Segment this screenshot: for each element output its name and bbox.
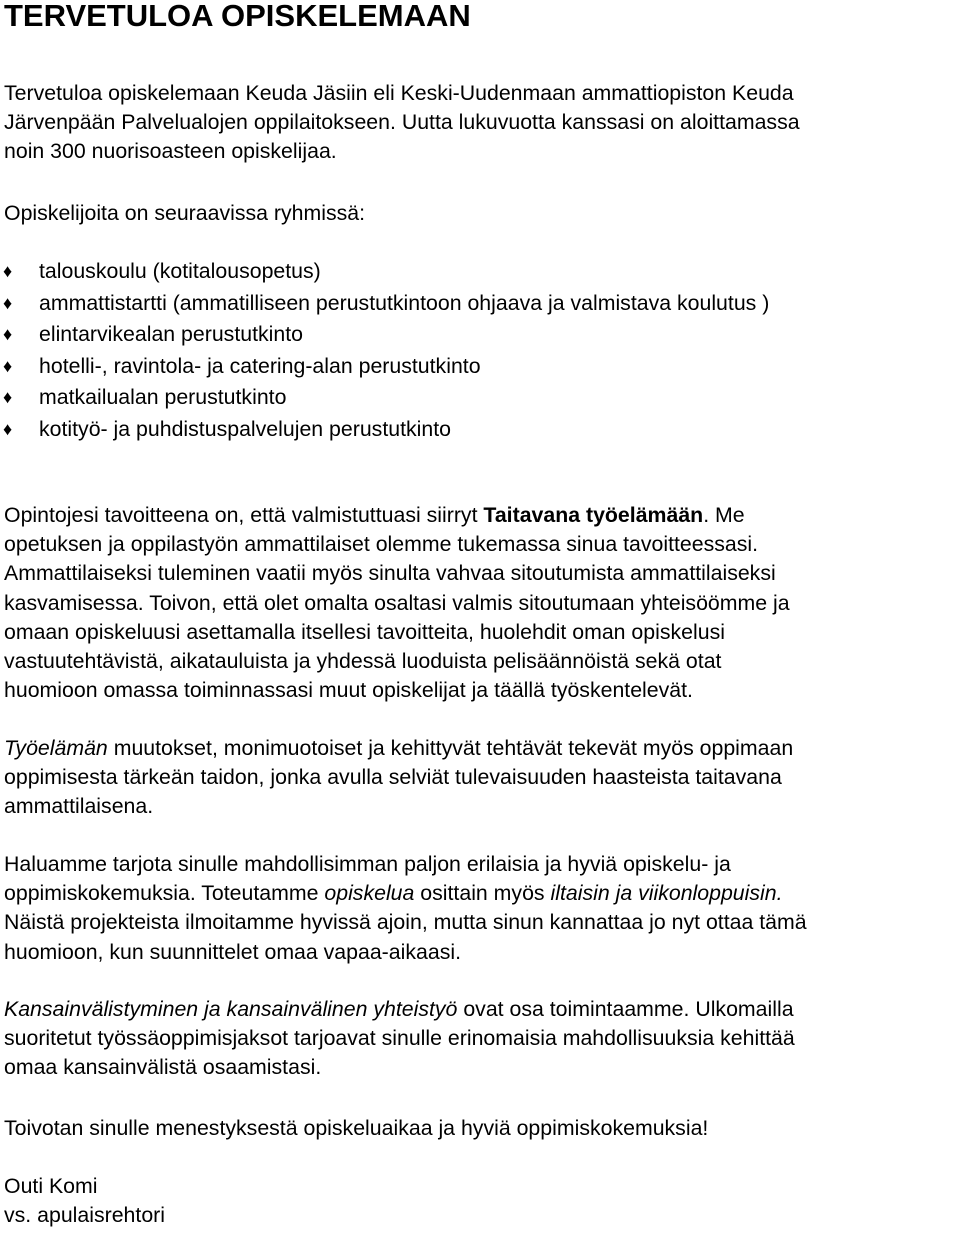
goals-line: omaan opiskeluusi asettamalla itsellesi tavoitteita, huolehdit oman opiskelusi	[4, 619, 725, 644]
list-item-label: ammattistartti (ammatilliseen perustutkintoon ohjaava ja valmistava koulutus )	[39, 290, 770, 315]
international-line: suoritetut työssäoppimisjaksot tarjoavat sinulle erinomaisia mahdollisuuksia kehittää	[4, 1026, 795, 1051]
goals-line: vastuutehtävistä, aikatauluista ja yhdessä luoduista pelisäännöistä sekä otat	[4, 649, 722, 674]
worklife-paragraph	[4, 734, 793, 822]
emphasis-text: iltaisin ja viikonloppuisin.	[550, 881, 783, 906]
intro-line: noin 300 nuorisoasteen opiskelijaa.	[4, 139, 337, 164]
goals-line: kasvamisessa. Toivon, että olet omalta osaltasi valmis sitoutumaan yhteisöömme ja	[4, 590, 790, 615]
worklife-line: ammattilaisena.	[4, 794, 154, 819]
list-item-label: talouskoulu (kotitalousopetus)	[39, 259, 321, 283]
international-paragraph	[4, 995, 795, 1083]
international-text: ovat osa toimintaamme. Ulkomailla	[457, 997, 794, 1021]
offer-line: huomioon, kun suunnittelet omaa vapaa-aikaasi.	[4, 939, 461, 964]
page-title: TERVETULOA OPISKELEMAAN	[4, 0, 471, 33]
offer-text: oppimiskokemuksia. Toteutamme	[4, 881, 325, 906]
signature-role: vs. apulaisrehtori	[4, 1203, 165, 1228]
worklife-text: muutokset, monimuotoiset ja kehittyvät tehtävät tekevät myös oppimaan	[107, 736, 794, 760]
intro-line: Järvenpään Palvelualojen oppilaitokseen. Uutta lukuvuotta kanssasi on aloittamassa	[4, 110, 800, 135]
diamond-bullet-icon: ♦	[3, 292, 13, 313]
goals-text: . Me	[703, 503, 745, 527]
closing-paragraph: Toivotan sinulle menestyksestä opiskeluaikaa ja hyviä oppimiskokemuksia!	[4, 1116, 709, 1140]
goals-text: Opintojesi tavoitteena on, että valmistuttuasi siirryt	[4, 503, 484, 527]
diamond-bullet-icon: ♦	[3, 324, 13, 345]
list-item-label: hotelli-, ravintola- ja catering-alan perustutkinto	[39, 353, 481, 378]
goals-line: huomioon omassa toiminnassasi muut opiskelijat ja täällä työskentelevät.	[4, 678, 693, 703]
offer-line: Haluamme tarjota sinulle mahdollisimman paljon erilaisia ja hyviä opiskelu- ja	[4, 852, 731, 876]
list-item-label: kotityö- ja puhdistuspalvelujen perustutkinto	[39, 416, 451, 441]
offer-text: osittain myös	[414, 881, 551, 906]
emphasis-text: Kansainvälistyminen ja kansainvälinen yhteistyö	[4, 997, 458, 1021]
emphasis-text: Työelämän	[4, 736, 108, 760]
list-item-label: matkailualan perustutkinto	[39, 385, 287, 410]
intro-paragraph	[4, 79, 800, 167]
signature	[4, 1172, 165, 1230]
list-item-label: elintarvikealan perustutkinto	[39, 322, 303, 347]
diamond-bullet-icon: ♦	[3, 387, 13, 408]
goals-paragraph	[4, 501, 790, 705]
international-line: omaa kansainvälistä osaamistasi.	[4, 1055, 322, 1080]
emphasis-text: Taitavana työelämään	[483, 503, 704, 527]
worklife-line	[4, 734, 793, 763]
goals-line	[4, 501, 790, 530]
diamond-bullet-icon: ♦	[3, 418, 13, 439]
emphasis-text: opiskelua	[324, 881, 415, 906]
intro-line: Tervetuloa opiskelemaan Keuda Jäsiin eli Keski-Uudenmaan ammattiopiston Keuda	[4, 81, 794, 105]
diamond-bullet-icon: ♦	[3, 355, 13, 376]
worklife-line: oppimisesta tärkeän taidon, jonka avulla selviät tulevaisuuden haasteista taitavana	[4, 765, 782, 790]
goals-line: Ammattilaiseksi tuleminen vaatii myös sinulta vahvaa sitoutumista ammattilaiseksi	[4, 561, 776, 586]
international-line	[4, 995, 795, 1024]
goals-line: opetuksen ja oppilastyön ammattilaiset olemme tukemassa sinua tavoitteessasi.	[4, 532, 759, 557]
offer-line: Näistä projekteista ilmoitamme hyvissä ajoin, mutta sinun kannattaa jo nyt ottaa tämä	[4, 910, 807, 935]
signature-name: Outi Komi	[4, 1174, 98, 1198]
offer-paragraph	[4, 850, 807, 967]
diamond-bullet-icon: ♦	[3, 261, 13, 281]
groups-intro: Opiskelijoita on seuraavissa ryhmissä:	[4, 201, 366, 225]
offer-line	[4, 879, 807, 908]
